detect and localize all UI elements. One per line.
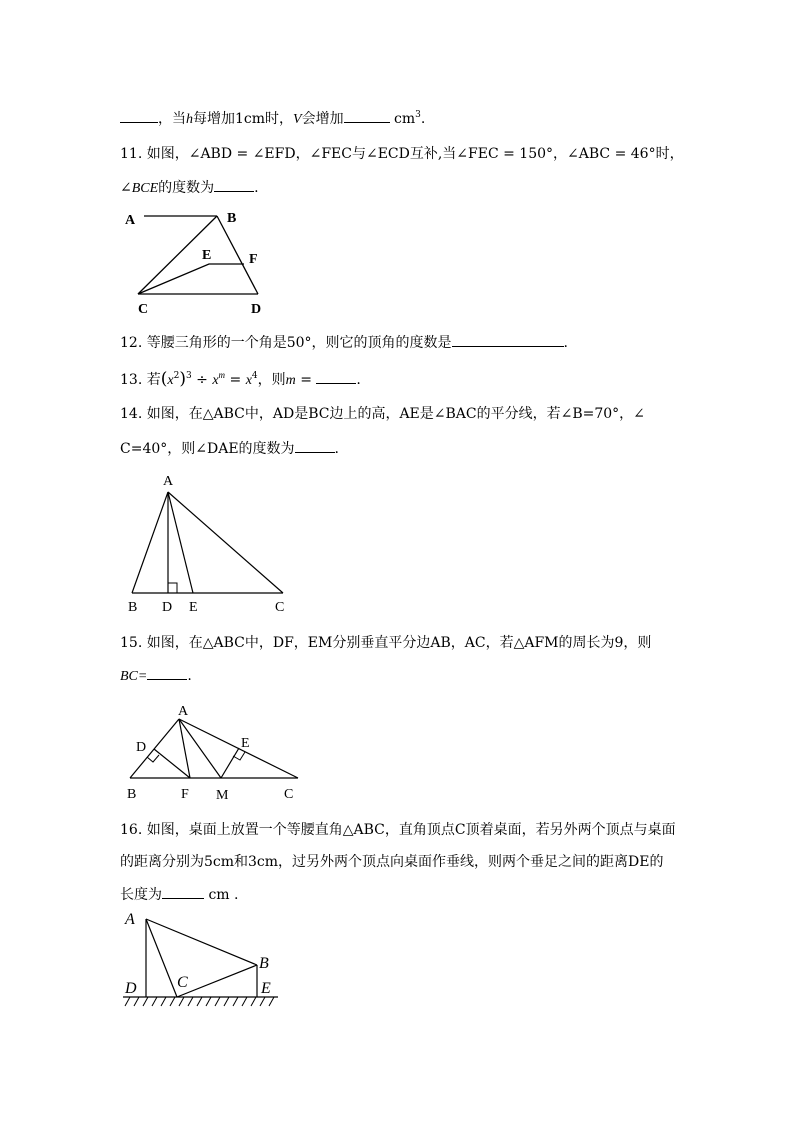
q12-line: 12. 等腰三角形的一个角是50°，则它的顶角的度数是 .	[120, 332, 568, 352]
label-C: C	[138, 302, 149, 317]
label-F: F	[181, 787, 189, 802]
label-M: M	[216, 788, 229, 803]
label-B: B	[127, 787, 137, 802]
q16-line1: 16. 如图，桌面上放置一个等腰直角△ABC，直角顶点C顶着桌面，若另外两个顶点与桌面	[120, 822, 676, 838]
q16-line2: 的距离分别为5cm和3cm，过另外两个顶点向桌面作垂线，则两个垂足之间的距离DE的	[120, 854, 664, 870]
label-D: D	[251, 302, 262, 317]
q16-line3: 长度为 cm .	[120, 884, 238, 904]
q11-line1: 11. 如图，∠ABD = ∠EFD，∠FEC与∠ECD互补,当∠FEC = 150°，∠ABC = 46°时，	[120, 146, 684, 162]
label-D: D	[162, 600, 173, 615]
answer-blank[interactable]	[120, 108, 158, 123]
q13-line: 13. 若$(x^2)^3 \div x^m = x^4$，则m = .	[120, 369, 361, 389]
q14-line1: 14. 如图，在△ABC中，AD是BC边上的高，AE是∠BAC的平分线，若∠B=70°，∠	[120, 406, 645, 422]
label-C: C	[284, 787, 294, 802]
answer-blank[interactable]	[316, 369, 356, 384]
q11-figure	[120, 205, 280, 320]
label-A: A	[125, 213, 136, 228]
q15-line1: 15. 如图，在△ABC中，DF，EM分别垂直平分边AB，AC，若△AFM的周长为9，则	[120, 635, 652, 651]
answer-blank[interactable]	[147, 665, 187, 680]
q15-figure	[120, 700, 310, 805]
label-A: A	[163, 474, 174, 489]
label-E: E	[189, 600, 198, 615]
answer-blank[interactable]	[162, 884, 204, 899]
answer-blank[interactable]	[344, 108, 390, 123]
label-B: B	[227, 211, 237, 226]
q11-line2: ∠BCE的度数为 .	[120, 177, 259, 198]
answer-blank[interactable]	[295, 438, 335, 453]
label-E: E	[261, 980, 271, 997]
label-C: C	[177, 974, 188, 991]
q14-figure	[120, 470, 300, 615]
q10-line: ，当h每增加1cm时，V会增加 $cm^3$.	[120, 108, 425, 129]
label-A: A	[125, 911, 135, 928]
label-E: E	[241, 736, 250, 751]
answer-blank[interactable]	[214, 177, 254, 192]
label-B: B	[259, 955, 269, 972]
label-B: B	[128, 600, 138, 615]
table-hatching	[125, 997, 274, 1006]
label-A: A	[178, 704, 189, 719]
label-E: E	[202, 248, 212, 263]
answer-blank[interactable]	[452, 332, 564, 347]
label-D: D	[125, 980, 137, 997]
label-F: F	[249, 252, 258, 267]
q15-line2: BC= .	[120, 665, 192, 686]
q16-figure	[120, 905, 285, 1015]
label-D: D	[136, 740, 147, 755]
label-C: C	[275, 600, 285, 615]
q14-line2: C=40°，则∠DAE的度数为 .	[120, 438, 339, 458]
